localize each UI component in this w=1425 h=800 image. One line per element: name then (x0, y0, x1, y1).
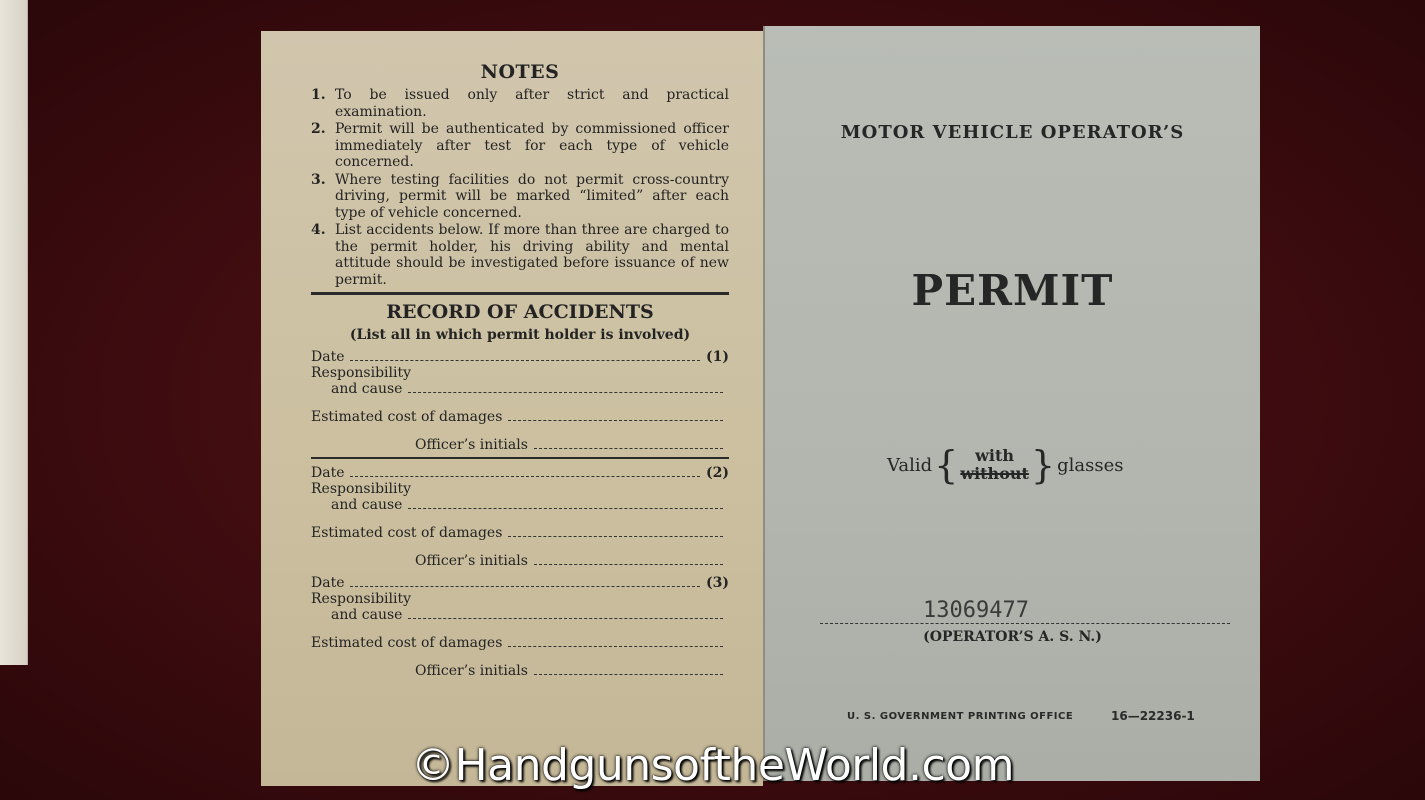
accident-record-2 (311, 465, 729, 575)
glasses-choice (960, 447, 1029, 483)
cause-label: and cause (331, 381, 403, 397)
right-brace-icon: } (1030, 443, 1056, 487)
note-item (311, 222, 729, 288)
date-label: Date (311, 575, 345, 591)
record-divider (311, 457, 729, 459)
note-number: 3. (311, 171, 326, 188)
permit-cover-page (763, 26, 1260, 781)
valid-label: Valid (887, 454, 933, 476)
option-with: with (975, 446, 1015, 465)
accident-record-3 (311, 575, 729, 679)
note-number: 1. (311, 87, 326, 103)
glasses-validity (887, 443, 1124, 487)
cost-label: Estimated cost of damages (311, 409, 503, 425)
note-item (311, 172, 729, 222)
paper-scrap (0, 0, 28, 665)
accident-record-1 (311, 349, 729, 459)
initials-field (534, 554, 723, 565)
option-without: without (960, 464, 1029, 483)
serial-number: 13069477 (923, 598, 1029, 623)
record-title: RECORD OF ACCIDENTS (386, 301, 654, 323)
initials-field (534, 438, 723, 449)
note-text: List accidents below. If more than three are charged to the permit holder, his driving ability and mental attitude should be investigated before issuance of new permit. (335, 222, 729, 288)
section-divider (311, 292, 729, 295)
cost-label: Estimated cost of damages (311, 635, 503, 651)
permit-title: PERMIT (911, 266, 1114, 315)
note-number: 2. (311, 121, 326, 137)
date-field (350, 576, 700, 587)
initials-field (534, 664, 723, 675)
note-text: Where testing facilities do not permit cross-country driving, permit will be marked “limited” after each type of vehicle concerned. (335, 171, 729, 221)
cost-label: Estimated cost of damages (311, 525, 503, 541)
cost-field (508, 636, 723, 647)
initials-label: Officer’s initials (415, 553, 528, 569)
note-text: To be issued only after strict and practical examination. (335, 87, 729, 120)
notes-page (261, 31, 763, 786)
note-text: Permit will be authenticated by commissioned officer immediately after test for each type of vehicle concerned. (335, 121, 729, 170)
form-number: 16—22236-1 (1111, 709, 1195, 723)
initials-label: Officer’s initials (415, 663, 528, 679)
cause-field (408, 608, 723, 619)
printer-imprint: U. S. GOVERNMENT PRINTING OFFICE (847, 711, 1074, 722)
notes-title: NOTES (480, 61, 560, 83)
date-field (350, 466, 700, 477)
note-number: 4. (311, 222, 326, 238)
initials-label: Officer’s initials (415, 437, 528, 453)
serial-line (820, 623, 1230, 624)
cause-field (408, 498, 723, 509)
serial-label: (OPERATOR’S A. S. N.) (923, 629, 1102, 645)
note-item (311, 121, 729, 171)
accident-number: (3) (706, 575, 729, 591)
date-label: Date (311, 465, 345, 481)
record-subtitle: (List all in which permit holder is involved) (349, 327, 691, 343)
responsibility-label: Responsibility (311, 481, 412, 497)
date-field (350, 350, 700, 361)
cause-label: and cause (331, 497, 403, 513)
cause-label: and cause (331, 607, 403, 623)
cost-field (508, 410, 723, 421)
responsibility-label: Responsibility (311, 365, 412, 381)
permit-header: MOTOR VEHICLE OPERATOR’S (840, 122, 1185, 143)
note-item (311, 87, 729, 120)
cause-field (408, 382, 723, 393)
notes-list (311, 87, 729, 288)
cost-field (508, 526, 723, 537)
responsibility-label: Responsibility (311, 591, 412, 607)
watermark: ©HandgunsoftheWorld.com (411, 740, 1014, 791)
accident-number: (2) (706, 465, 729, 481)
date-label: Date (311, 349, 345, 365)
accident-number: (1) (706, 349, 729, 365)
glasses-label: glasses (1057, 454, 1124, 476)
left-brace-icon: { (934, 443, 959, 487)
